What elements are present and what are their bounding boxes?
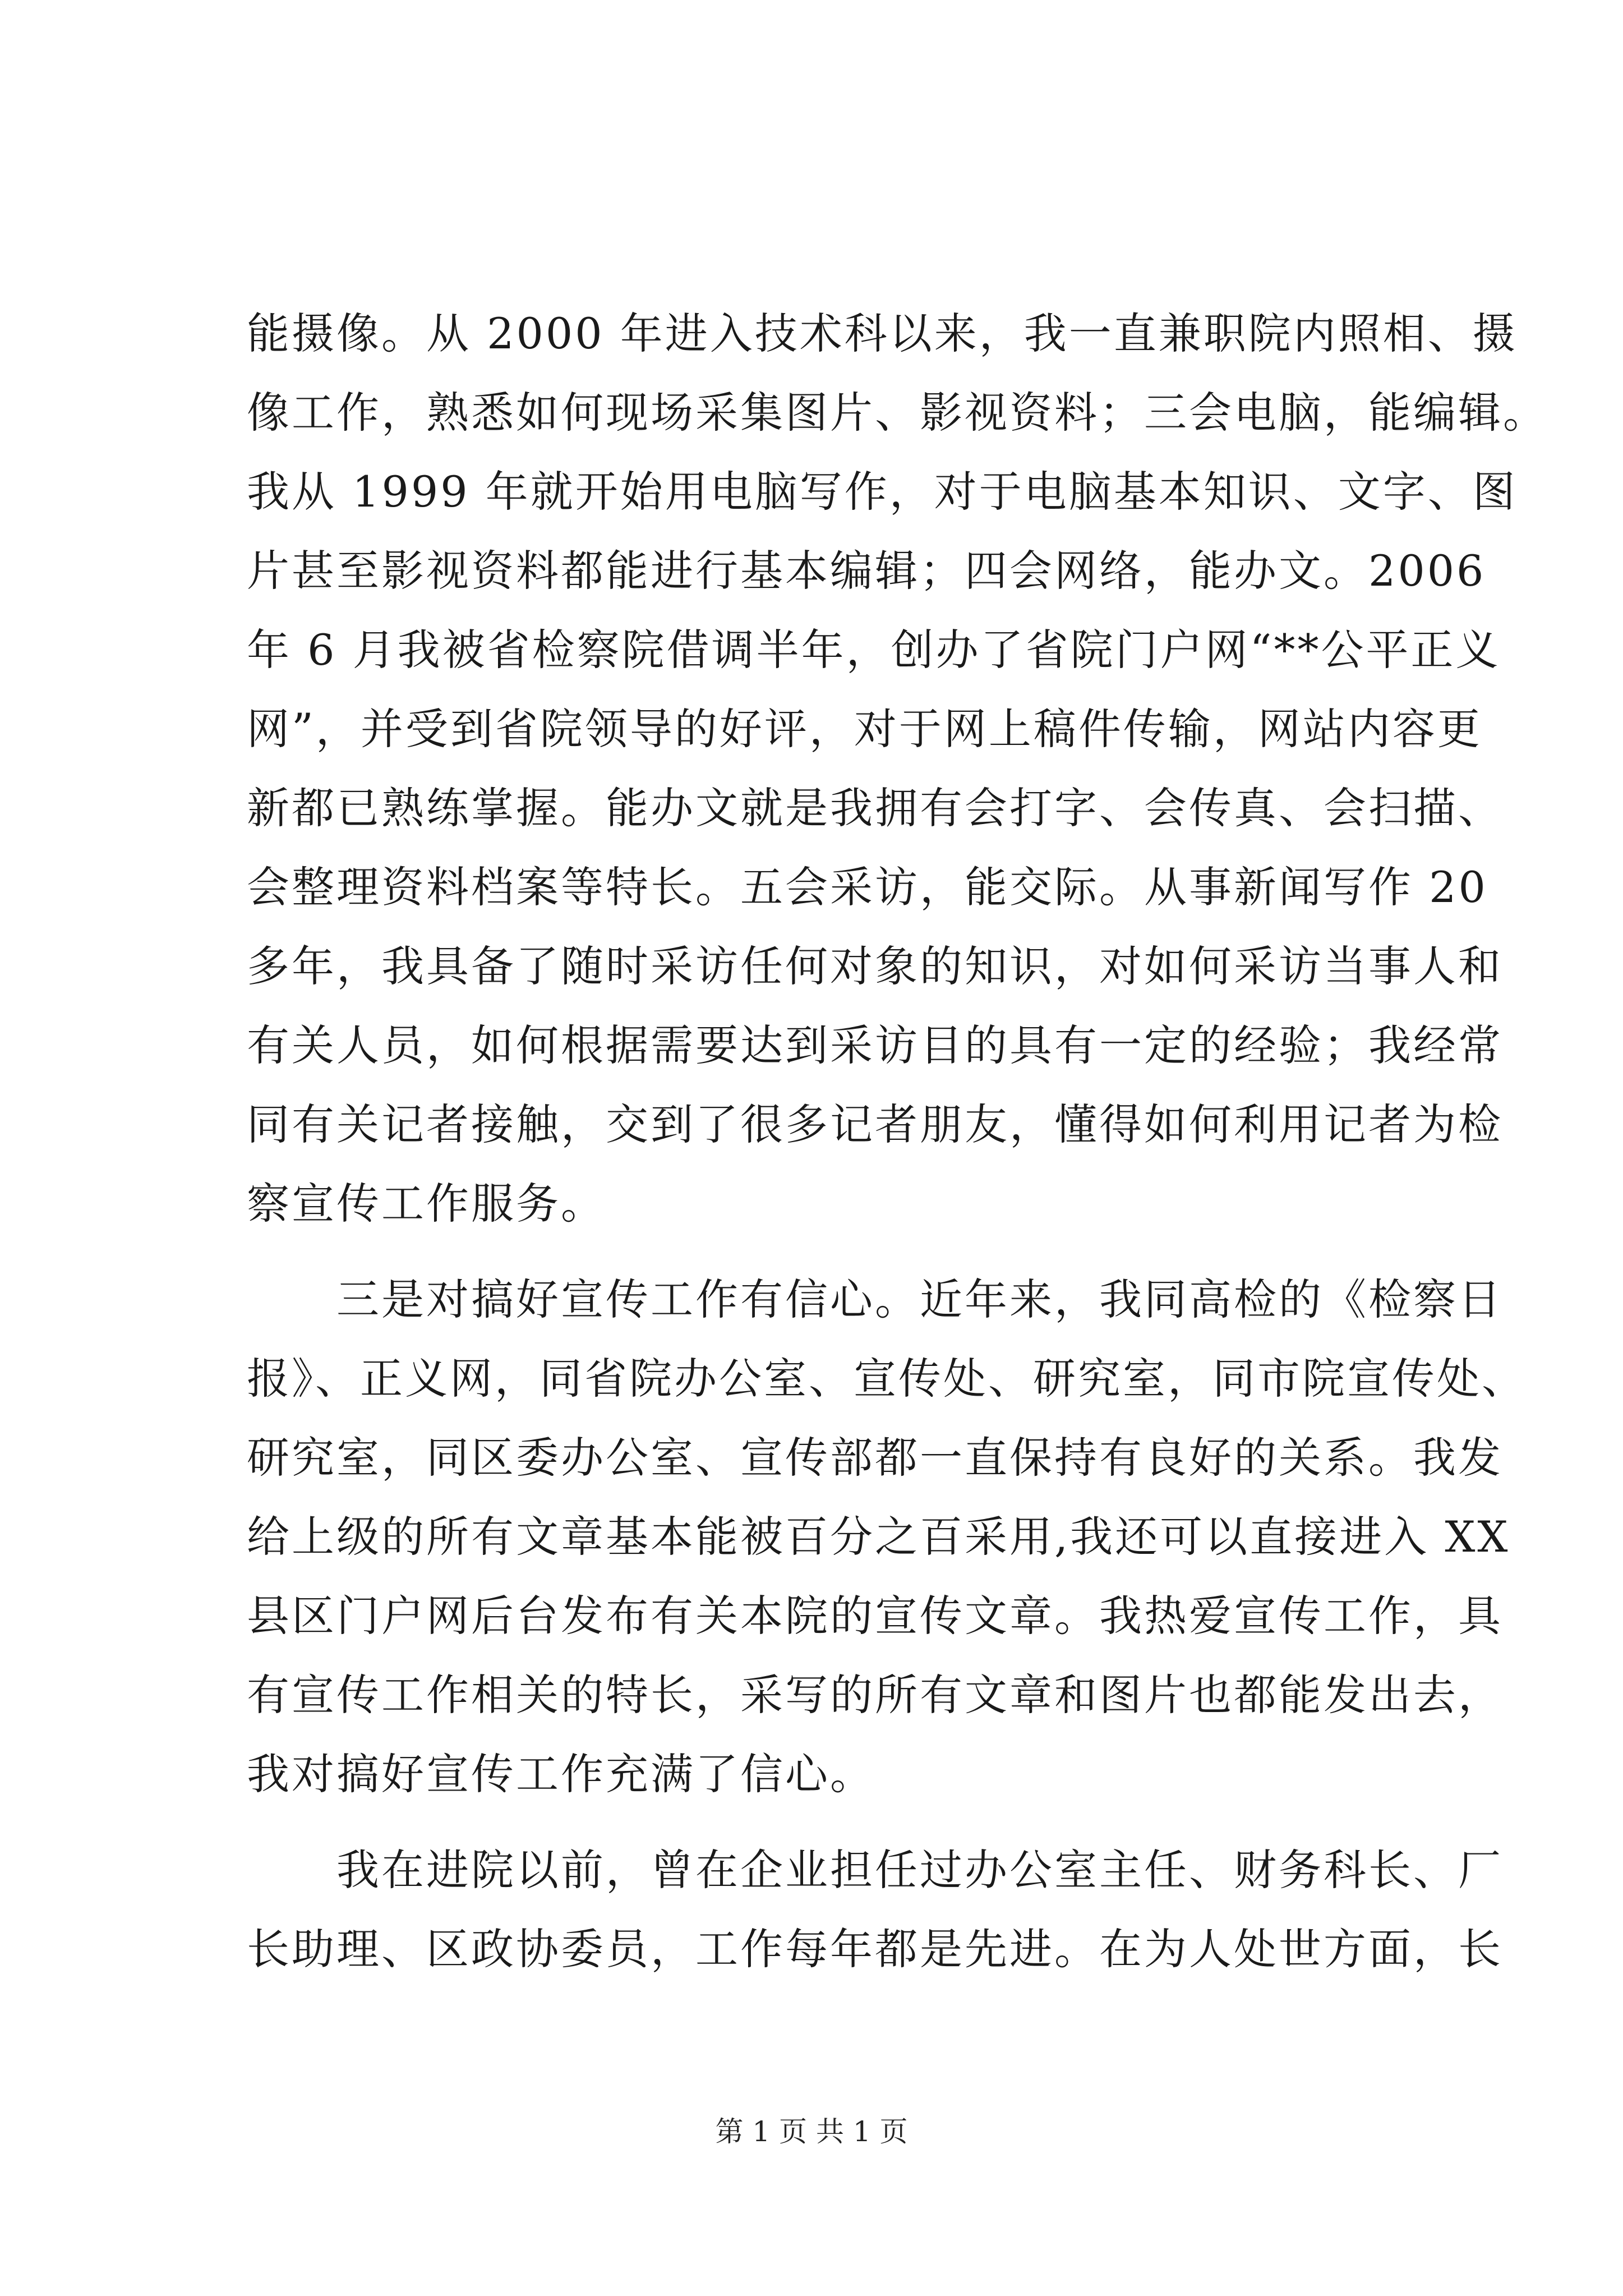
paragraph-2 [247, 1260, 1527, 1814]
document-body [247, 294, 1548, 1989]
text-line: 我对搞好宣传工作充满了信心。 [247, 1749, 875, 1799]
text-line: 年 6 月我被省检察院借调半年，创办了省院门户网“**公平正义 [247, 625, 1501, 675]
paragraph-3 [247, 1830, 1503, 1989]
text-line: 报》、正义网，同省院办公室、宣传处、研究室，同市院宣传处、 [247, 1354, 1527, 1404]
text-line: 像工作，熟悉如何现场采集图片、影视资料；三会电脑，能编辑。 [247, 388, 1548, 438]
paragraph-gap [247, 1814, 1447, 1830]
text-line: 给上级的所有文章基本能被百分之百采用,我还可以直接进入 XX [247, 1512, 1510, 1562]
text-line: 察宣传工作服务。 [247, 1179, 606, 1228]
paragraph-1 [247, 294, 1548, 1243]
text-line: 三是对搞好宣传工作有信心。近年来，我同高检的《检察日 [247, 1274, 1503, 1324]
page-footer: 第 1 页 共 1 页 [715, 2115, 908, 2148]
text-line: 多年，我具备了随时采访任何对象的知识，对如何采访当事人和 [247, 941, 1503, 991]
text-line: 研究室，同区委办公室、宣传部都一直保持有良好的关系。我发 [247, 1433, 1503, 1483]
text-line: 会整理资料档案等特长。五会采访，能交际。从事新闻写作 20 [247, 862, 1488, 912]
text-line: 有关人员，如何根据需要达到采访目的具有一定的经验；我经常 [247, 1020, 1503, 1070]
text-line: 新都已熟练掌握。能办文就是我拥有会打字、会传真、会扫描、 [247, 783, 1503, 833]
text-line: 我在进院以前，曾在企业担任过办公室主任、财务科长、厂 [247, 1845, 1503, 1895]
text-line: 同有关记者接触，交到了很多记者朋友，懂得如何利用记者为检 [247, 1099, 1503, 1149]
text-line: 片甚至影视资料都能进行基本编辑；四会网络，能办文。2006 [247, 546, 1486, 596]
text-line: 有宣传工作相关的特长，采写的所有文章和图片也都能发出去， [247, 1670, 1503, 1720]
text-line: 我从 1999 年就开始用电脑写作，对于电脑基本知识、文字、图 [247, 467, 1518, 517]
text-line: 长助理、区政协委员，工作每年都是先进。在为人处世方面，长 [247, 1924, 1503, 1974]
paragraph-gap [247, 1243, 1447, 1260]
text-line: 能摄像。从 2000 年进入技术科以来，我一直兼职院内照相、摄 [247, 309, 1518, 358]
text-line: 网”，并受到省院领导的好评，对于网上稿件传输，网站内容更 [247, 704, 1482, 754]
text-line: 县区门户网后台发布有关本院的宣传文章。我热爱宣传工作，具 [247, 1591, 1503, 1641]
